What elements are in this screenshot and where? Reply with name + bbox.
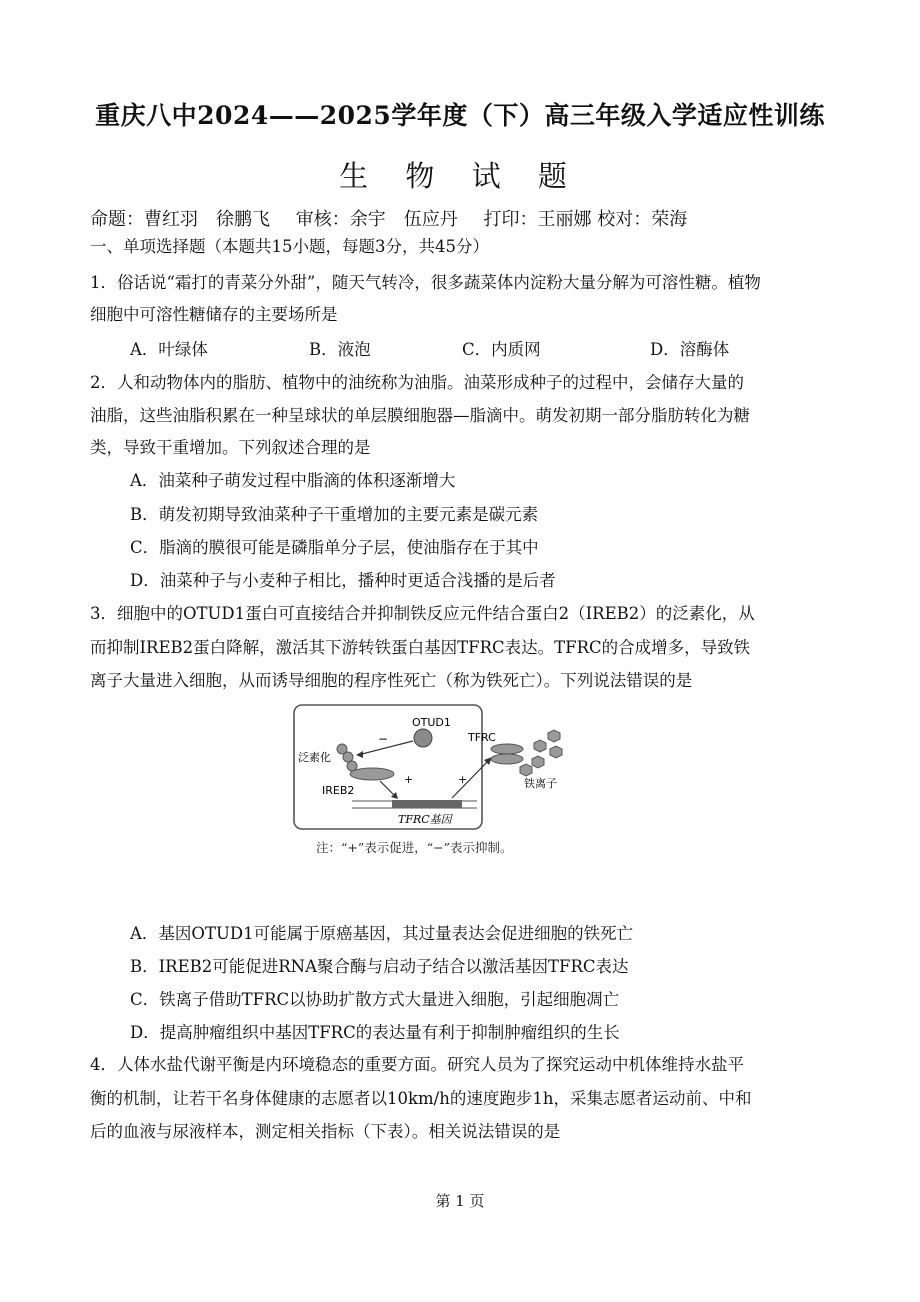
ubiquitin-2 [343, 752, 353, 762]
q3-stem-line2: 而抑制IREB2蛋白降解，激活其下游转铁蛋白基因TFRC表达。TFRC的合成增多，导致铁 [90, 638, 751, 657]
q1-option-c: C．内质网 [462, 340, 541, 359]
subject-title: 生 物 试 题 [339, 159, 581, 193]
q3-option-a: A．基因OTUD1可能属于原癌基因，其过量表达会促进细胞的铁死亡 [130, 924, 634, 943]
iron-label: 铁离子 [524, 777, 557, 790]
q1-stem-line1: 1．俗话说“霜打的青菜分外甜”，随天气转冷，很多蔬菜体内淀粉大量分解为可溶性糖。植物 [90, 273, 761, 292]
tfrc-gene [392, 800, 462, 808]
cell-boundary [294, 705, 482, 829]
iron-ion-3 [550, 746, 562, 758]
ubiquitin-3 [347, 761, 357, 771]
ubiquitination-label: 泛素化 [298, 751, 331, 764]
q2-option-d: D．油菜种子与小麦种子相比，播种时更适合浅播的是后者 [130, 571, 556, 590]
q2-option-b: B．萌发初期导致油菜种子干重增加的主要元素是碳元素 [130, 505, 539, 524]
q3-option-d: D．提高肿瘤组织中基因TFRC的表达量有利于抑制肿瘤组织的生长 [130, 1023, 620, 1042]
plus-sign-2: + [458, 773, 468, 786]
q1-option-b: B．液泡 [309, 340, 371, 359]
section-heading: 一、单项选择题（本题共15小题，每题3分，共45分） [90, 237, 489, 256]
tfrc-receptor-top [491, 744, 523, 754]
q2-option-a: A．油菜种子萌发过程中脂滴的体积逐渐增大 [130, 471, 456, 490]
q4-stem-line2: 衡的机制，让若干名身体健康的志愿者以10km/h的速度跑步1h，采集志愿者运动前、中和 [90, 1089, 752, 1108]
q2-stem-line2: 油脂，这些油脂积累在一种呈球状的单层膜细胞器—脂滴中。萌发初期一部分脂肪转化为糖 [90, 406, 750, 425]
iron-ion-2 [534, 740, 546, 752]
otud1-protein [414, 729, 432, 747]
q1-stem-line2: 细胞中可溶性糖储存的主要场所是 [90, 305, 338, 324]
ireb2-label: IREB2 [322, 784, 355, 797]
proposers: 命题：曹红羽 徐鹏飞 [90, 209, 270, 230]
q3-option-c: C．铁离子借助TFRC以协助扩散方式大量进入细胞，引起细胞凋亡 [130, 990, 620, 1009]
iron-ion-4 [532, 756, 544, 768]
q1-option-d: D．溶酶体 [650, 340, 730, 359]
tfrc-label: TFRC [468, 731, 496, 744]
otud1-label: OTUD1 [412, 716, 451, 729]
tfrc-gene-label: TFRC基因 [398, 813, 452, 826]
q2-option-c: C．脂滴的膜很可能是磷脂单分子层，使油脂存在于其中 [130, 538, 539, 557]
figure-note: 注：“+”表示促进，“−”表示抑制。 [316, 840, 513, 855]
q3-stem-line1: 3．细胞中的OTUD1蛋白可直接结合并抑制铁反应元件结合蛋白2（IREB2）的泛素化，从 [90, 604, 755, 623]
page-number: 第 1 页 [435, 1192, 485, 1210]
minus-sign: − [378, 732, 389, 746]
iron-ion-1 [548, 730, 560, 742]
reviewers: 审核：余宇 伍应丹 [295, 209, 458, 230]
inhibit-arrowhead [356, 751, 363, 758]
ireb2-protein [350, 768, 394, 780]
q2-stem-line3: 类，导致干重增加。下列叙述合理的是 [90, 438, 371, 457]
q1-option-a: A．叶绿体 [130, 340, 208, 359]
q3-stem-line3: 离子大量进入细胞，从而诱导细胞的程序性死亡（称为铁死亡）。下列说法错误的是 [90, 671, 693, 690]
exam-title: 重庆八中2024——2025学年度（下）高三年级入学适应性训练 [95, 101, 825, 130]
q2-stem-line1: 2．人和动物体内的脂肪、植物中的油统称为油脂。油菜形成种子的过程中，会储存大量的 [90, 373, 744, 392]
plus-sign-1: + [404, 773, 414, 786]
q4-stem-line1: 4．人体水盐代谢平衡是内环境稳态的重要方面。研究人员为了探究运动中机体维持水盐平 [90, 1055, 744, 1074]
print-check: 打印：王丽娜 校对：荣海 [483, 209, 688, 230]
q4-stem-line3: 后的血液与尿液样本，测定相关指标（下表）。相关说法错误的是 [90, 1122, 561, 1141]
iron-ion-5 [520, 764, 532, 776]
credits-line [90, 205, 707, 231]
tfrc-receptor-bottom [491, 754, 523, 764]
q3-option-b: B．IREB2可能促进RNA聚合酶与启动子结合以激活基因TFRC表达 [130, 957, 629, 976]
